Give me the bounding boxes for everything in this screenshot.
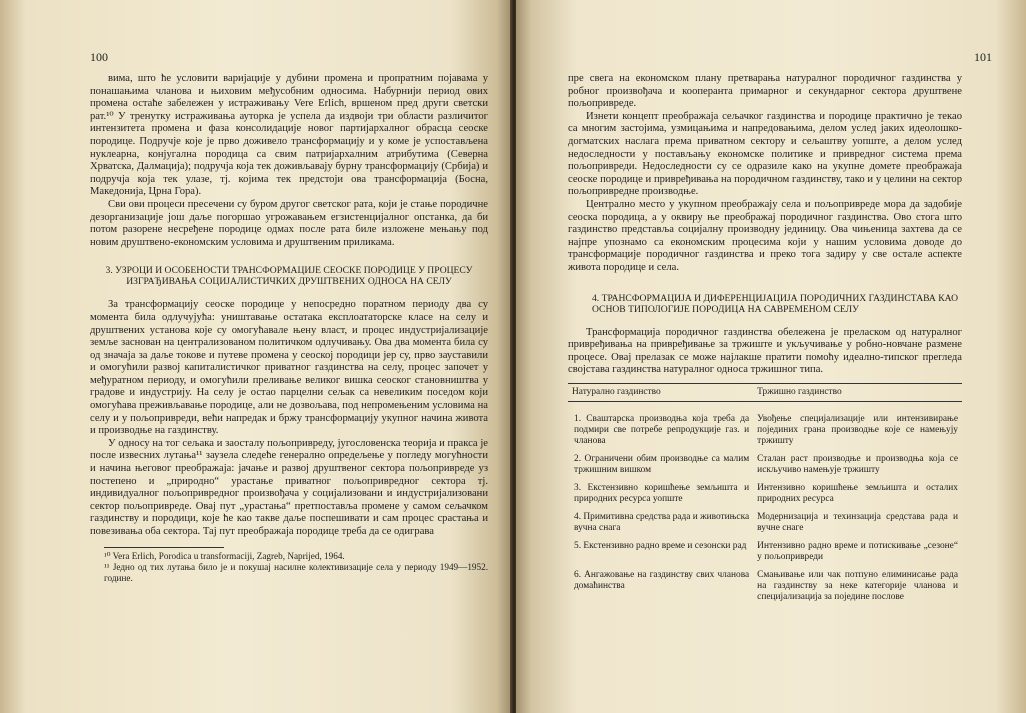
table-row	[568, 568, 962, 608]
table-cell: 5. Екстензивно радно време и сезонски рад	[574, 540, 747, 551]
left-page	[0, 0, 512, 713]
footnote: ¹⁰ Vera Erlich, Porodica u transformaciji, Zagreb, Naprijed, 1964.	[104, 550, 345, 561]
table-row	[568, 539, 962, 568]
table-cell: Увођење специјализације или интензивирање појединих грана производње које се намењују тржишту	[757, 413, 958, 446]
table-cell: Смањивање или чак потпуно елиминисање рада на газдинству за неке категорије чланова и специјализација за поједине послове	[757, 569, 958, 602]
table-cell: Интензивно радно време и потискивање „сезоне“ у пољопривреди	[757, 540, 958, 562]
table-row	[568, 401, 962, 452]
section-heading: 4. ТРАНСФОРМАЦИЈА И ДИФЕРЕНЦИЈАЦИЈА ПОРОДИЧНИХ ГАЗДИНСТАВА КАО ОСНОВ ТИПОЛОГИЈЕ ПОРОДИЦА НА САВРЕМЕНОМ СЕЛУ	[592, 292, 959, 315]
table-cell: 2. Ограничени обим производње са малим тржишним вишком	[574, 453, 750, 475]
right-page	[516, 0, 1026, 713]
footnote: ¹¹ Једно од тих лутања било је и покушај насилне колективизације села у периоду 1949—1952. године.	[104, 561, 488, 583]
section-heading: 3. УЗРОЦИ И ОСОБЕНОСТИ ТРАНСФОРМАЦИЈЕ СЕОСКЕ ПОРОДИЦЕ У ПРОЦЕСУ ИЗГРАЂИВАЊА СОЦИЈАЛИСТИЧКИХ ДРУШТВЕНИХ ОДНОСА НА СЕЛУ	[105, 265, 473, 288]
table-cell: 4. Примитивна средства рада и животињска вучна снага	[574, 511, 750, 533]
paragraph: У односу на тог сељака и заосталу пољопривреду, југословенска теорија и пракса је после извесних лутања¹¹ заузела следеће генерално опредељење у погледу могућности и начина његовог преображаја: јачање и развој друштвеног сектора пољопривреде уз постепено и „природно“ урастање приватног пољопривредног сектора тј. индивидуалног пољопривредног произвођача у социјализовани и индустријализовани сектор пољопривреде. Овај пут „урастања“ претпоставља промене у самом сељачком газдинству и породици, које ће као такве даље поспешивати и сам процес срастања и повезивања оба сектора. Тај пут преображаја породице треба да се одигрaва	[90, 437, 488, 537]
table-cell: Модернизација и техинзација средстава рада и вучне снаге	[757, 511, 958, 533]
table-cell: Сталан раст производње и производња која се искључиво намењује тржишту	[757, 453, 958, 475]
table-cell: Интензивно коришћење земљишта и осталих природних ресурса	[757, 482, 958, 504]
column-header: Тржишно газдинство	[753, 383, 962, 401]
text-column	[90, 73, 488, 584]
paragraph: Централно место у укупном преображају села и пољопривреде мора да задобије сеоска породица, а у оквиру ње преображај породичног газдинства. Ово стога што газдинство представља социјалну производну јединицу. Ова чињеница захтева да се најпре упознамо са економским процесима који у нашим условима доводе до трансформације породичног газдинства и преко тога задиру у све остале аспекте живота породице и села.	[568, 198, 962, 273]
comparison-table	[568, 383, 962, 608]
paragraph: Трансформација породичног газдинства обележена је преласком од натуралног привређивања на привређивање за тржиште и укључивање у робно-новчане размене процесе. Овај прелазак се може најлакше пратити помоћу идеално-типског прегледа својстава газдинства натуралног односа тржишног типа.	[568, 326, 962, 376]
page-number: 101	[974, 50, 992, 64]
table-row	[568, 481, 962, 510]
table-header-row	[568, 383, 962, 401]
paragraph: Сви ови процеси пресечени су буром другог светског рата, који је стање породичне дезорганизације још даље погоршао угрожавањем егзистенцијалног опстанка, да би потом разорене несређене породице одмах после рата биле изложене мењању под новим друштвено-економским условима и друштвеним приликама.	[90, 198, 488, 248]
footnote-rule	[104, 547, 224, 548]
page-number: 100	[90, 50, 108, 64]
table-cell: 1. Свaштарска производња која треба да подмири све потребе репродукције газ. и чланова	[574, 413, 750, 446]
table-cell: 3. Екстензивно коришћење земљишта и природних ресурса уопште	[574, 482, 750, 504]
paragraph: За трансформацију сеоске породице у непосредно поратном периоду два су момента била одлучујућа: уништавање остатака експлоататорске класе на селу и друштвених установа које су омогућавале њену власт, и процес индустријализације земље заснован на централизованом политичком одлучивању. Ова два момента била су од значаја за даље токове и путеве промена у сеоској породици јер су, прво зауставили и омогућили развој капиталистичког приватног газдинства на селу, процес започет у међуратном периоду, и омогућили преливање великог вишка сеоског становништва у градове и индустрију. На селу је остао парцелни сељак са невеликим поседом који омогућава преживљавање породице, али не дозвољава, под непромењеним условима на селу и у пољопривреди, већи напредак и бржу трансформацију укупног начина живота и производње на газдинству.	[90, 299, 488, 437]
table-row	[568, 510, 962, 539]
paragraph: Изнети концепт преображаја сељачког газдинства и породице практично је текао са многим застојима, узмицањима и напредовањима, делом услед јаких идеолошко-догматских наслага према приватном сектору и сељаштву уопште, а делом услед недоследности у постављању економске политике и привредног система према пољопривреди. Недоследности су се одразиле како на укупне домете преображаја сеоске породице и привређивања на породичном газдинству, тако и у целини на сектор пољопривредне производње.	[568, 110, 962, 198]
text-column	[568, 73, 962, 608]
column-header: Натурално газдинство	[568, 383, 753, 401]
table-row	[568, 452, 962, 481]
table-cell: 6. Ангажовање на газдинству свих чланова домаћинства	[574, 569, 750, 591]
paragraph: вима, што ће условити варијације у дубини промена и пропратним појавама у понашањима чланова и њиховим међусобним односима. Набурнији период ових промена остаће забележен у истраживању Vere Erlich, вршеном пред други светски рат.¹⁰ У тренутку истраживања ауторка је успела да издвоји три области различитог интензитета промена и фаза консолидације новог партијархалног обрасца сеоске породице. Подручје које је прво доживело трансформацију и у коме је успостављена нуклеарна, конјугална породица са свим патријархалним атрибутима (Северна Хрватска, Далмација); подручја која тек доживљавају бурну трансформацију (Србија) и подручја која тек улазе, тј. којима тек предстоји ова трансформација (Босна, Македонија, Црна Гора).	[90, 73, 488, 198]
paragraph: пре свега на економском плану претварања натуралног породичног газдинства у робног произвођача и кооперанта примарног и секундарног сектора друштвене пољопривреде.	[568, 73, 962, 110]
